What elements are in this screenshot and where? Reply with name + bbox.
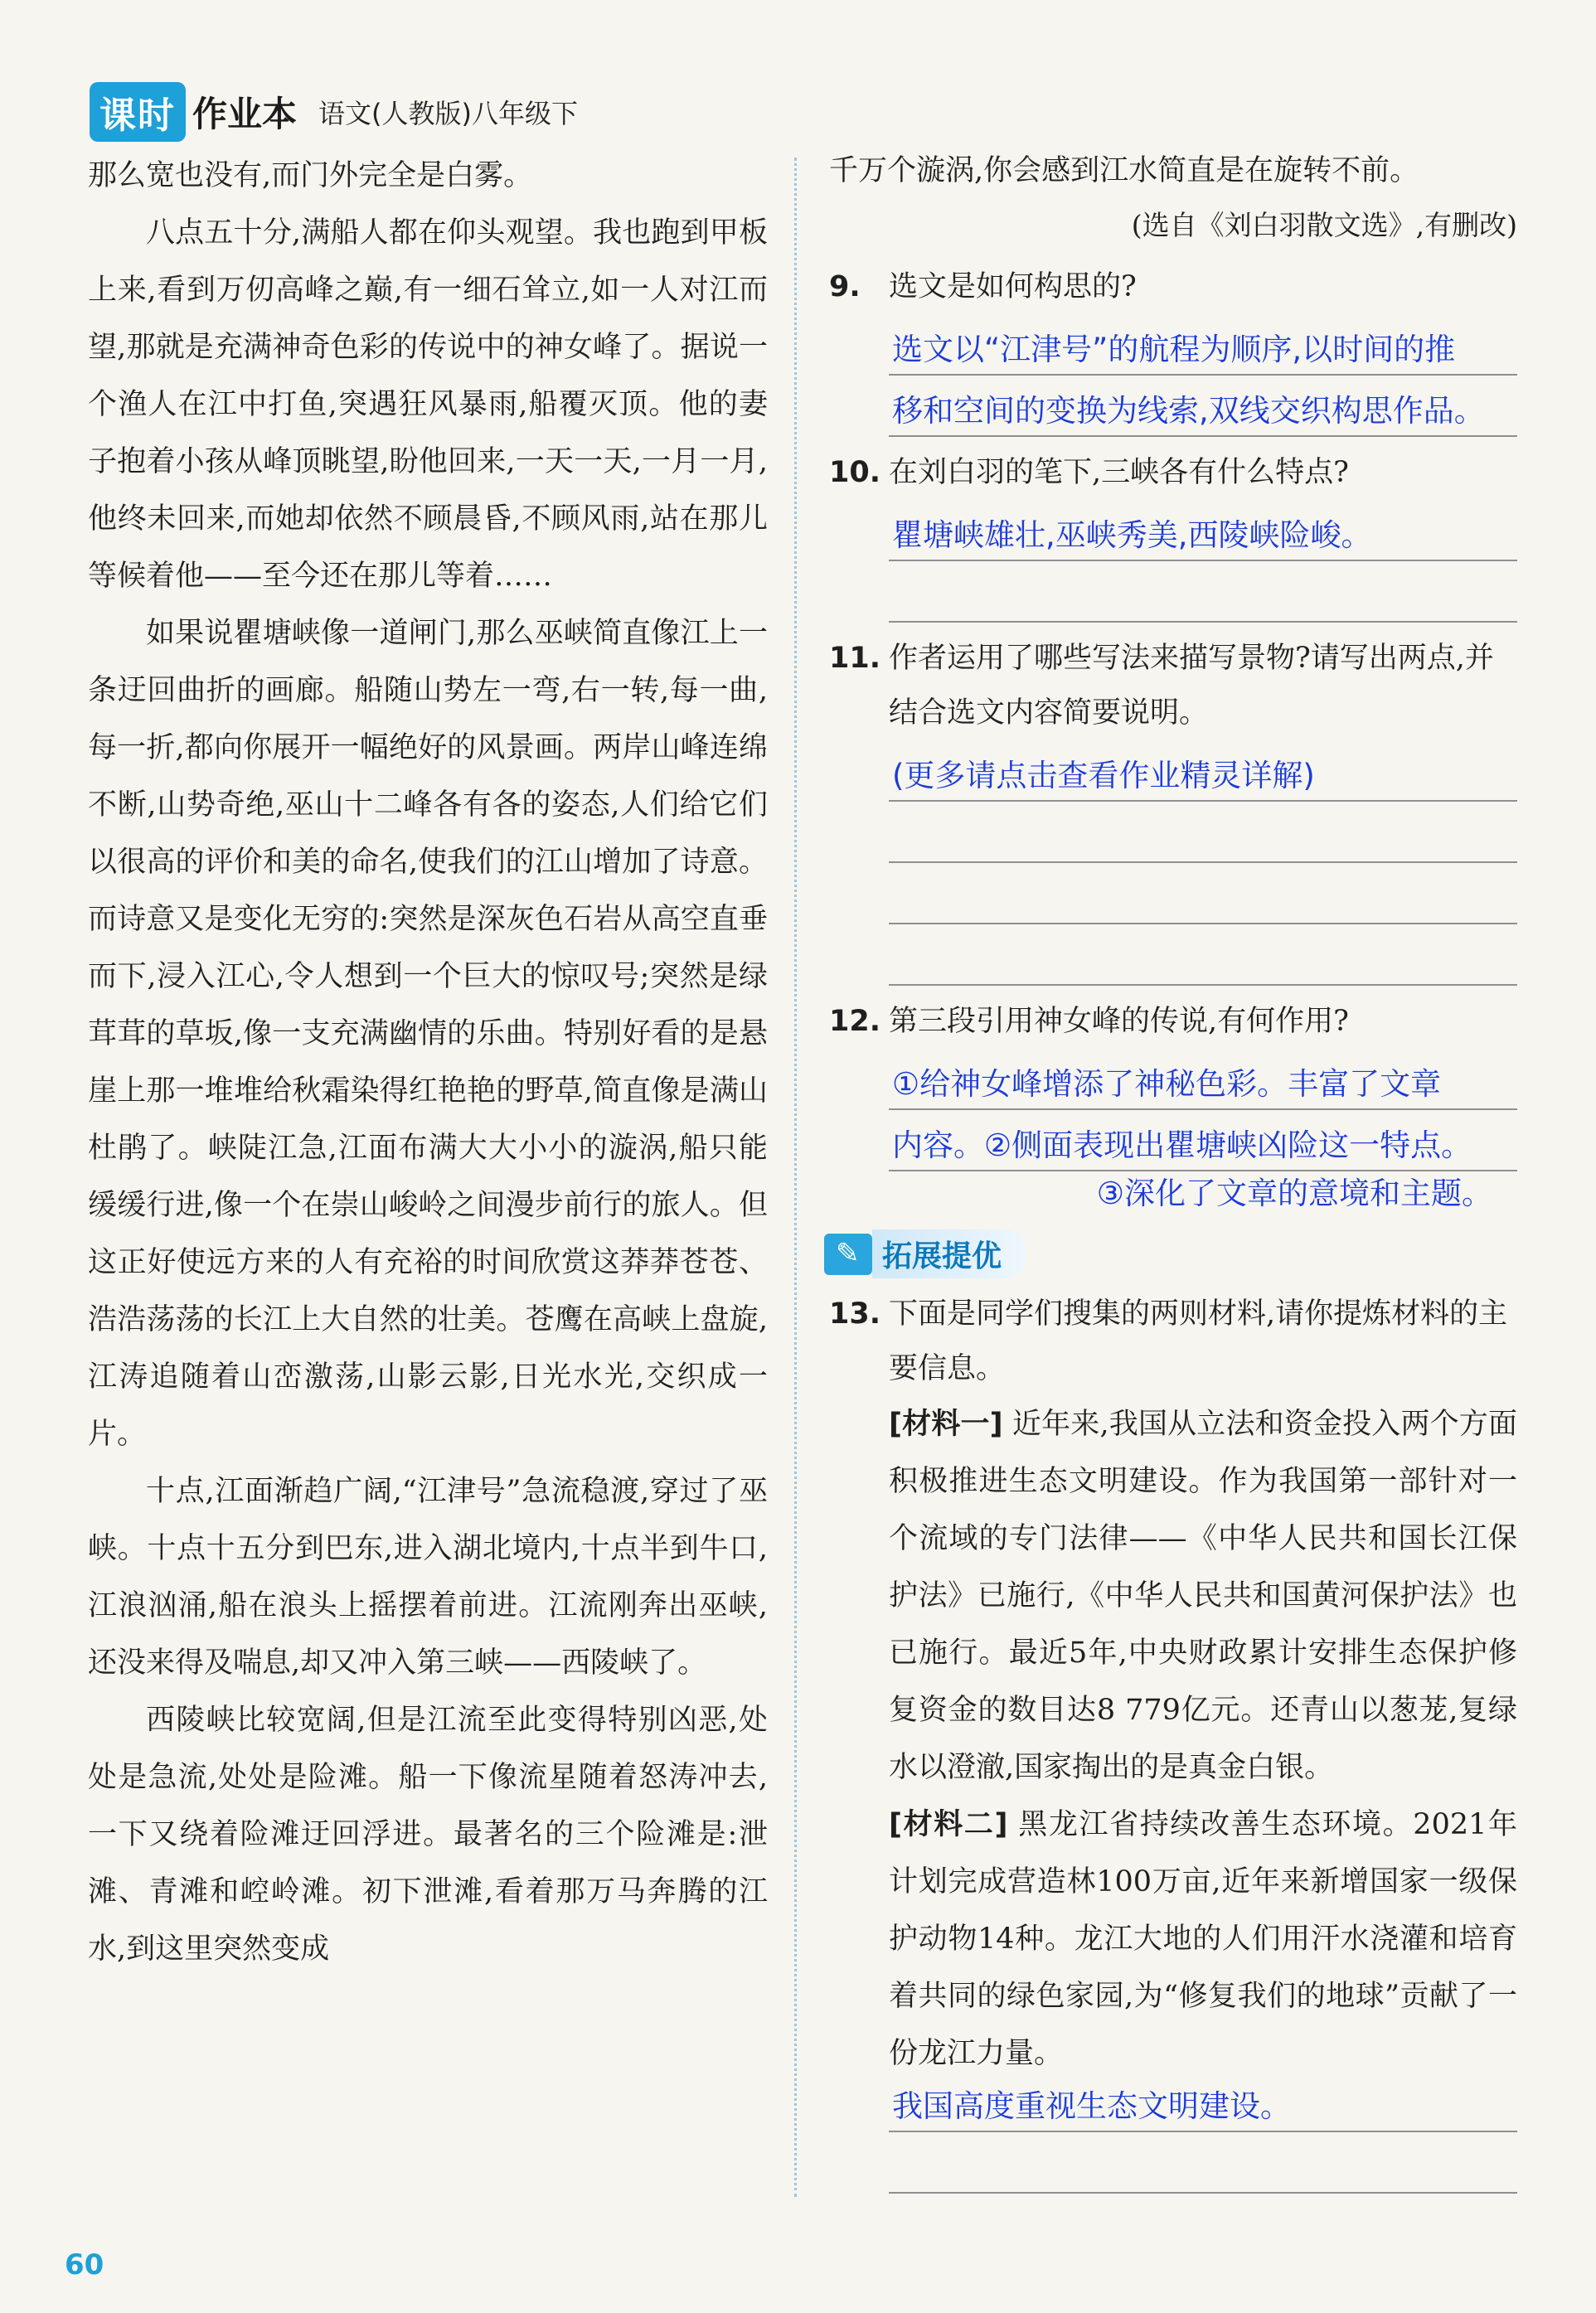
handwritten-answer: 瞿塘峡雄壮,巫峡秀美,西陵峡险峻。 xyxy=(892,517,1372,553)
question-11 xyxy=(829,631,1517,986)
answer-line[interactable] xyxy=(889,2132,1517,2194)
reading-passage xyxy=(88,148,768,1978)
handwritten-answer[interactable]: (更多请点击查看作业精灵详解) xyxy=(892,758,1315,793)
answer-line[interactable] xyxy=(889,561,1517,623)
question-number: 11. xyxy=(829,642,881,675)
material-label: [材料二] xyxy=(889,1808,1008,1841)
questions-column xyxy=(829,143,1517,2194)
page-number: 60 xyxy=(65,2248,104,2281)
answer-line[interactable] xyxy=(889,500,1517,561)
page-header xyxy=(90,83,578,141)
answer-line[interactable] xyxy=(889,924,1517,986)
material-text: 近年来,我国从立法和资金投入两个方面积极推进生态文明建设。作为我国第一部针对一个流域的专门法律——《中华人民共和国长江保护法》已施行,《中华人民共和国黄河保护法》也已施行。最近5年,中央财政累计安排生态保护修复资金的数目达8 779亿元。还青山以葱茏,复绿水以澄澈,国家掏出的是真金白银。 xyxy=(889,1408,1517,1784)
question-text: 第三段引用神女峰的传说,有何作用? xyxy=(889,1005,1349,1038)
handwritten-answer: 选文以“江津号”的航程为顺序,以时间的推 xyxy=(892,332,1456,367)
question-number: 12. xyxy=(829,1005,881,1038)
material-2 xyxy=(889,1797,1517,2083)
question-text: 作者运用了哪些写法来描写景物?请写出两点,并结合选文内容简要说明。 xyxy=(889,642,1494,730)
passage-paragraph: 十点,江面渐趋广阔,“江津号”急流稳渡,穿过了巫峡。十点十五分到巴东,进入湖北境内,十点半到牛口,江浪汹涌,船在浪头上摇摆着前进。江流刚奔出巫峡,还没来得及喘息,却又冲入第三峡——西陵峡了。 xyxy=(88,1475,768,1680)
pencil-icon xyxy=(824,1234,872,1275)
question-number: 9. xyxy=(829,270,861,303)
answer-line[interactable] xyxy=(889,1110,1517,1171)
answer-line[interactable] xyxy=(889,863,1517,924)
question-13 xyxy=(829,1287,1517,2194)
passage-continuation: 千万个漩涡,你会感到江水简直是在旋转不前。 xyxy=(829,154,1419,187)
question-number: 10. xyxy=(829,456,881,489)
handwritten-answer: 移和空间的变换为线索,双线交织构思作品。 xyxy=(892,393,1485,429)
material-text: 黑龙江省持续改善生态环境。2021年计划完成营造林100万亩,近年来新增国家一级保护动物14种。龙江大地的人们用汗水浇灌和培育着共同的绿色家园,为“修复我们的地球”贡献了一份龙江力量。 xyxy=(889,1808,1517,2070)
question-text: 下面是同学们搜集的两则材料,请你提炼材料的主要信息。 xyxy=(889,1297,1508,1385)
answer-line[interactable] xyxy=(889,2083,1517,2132)
subject-label: 语文(人教版)八年级下 xyxy=(318,98,578,129)
passage-source: (选自《刘白羽散文选》,有删改) xyxy=(1131,209,1517,241)
question-12 xyxy=(829,994,1517,1218)
handwritten-answer: 内容。②侧面表现出瞿塘峡凶险这一特点。 xyxy=(892,1127,1472,1163)
passage-paragraph: 西陵峡比较宽阔,但是江流至此变得特别凶恶,处处是急流,处处是险滩。船一下像流星随着怒涛冲去,一下又绕着险滩迂回浮进。最著名的三个险滩是:泄滩、青滩和崆岭滩。初下泄滩,看着那万马奔腾的江水,到这里突然变成 xyxy=(88,1704,768,1966)
handwritten-answer: ③深化了文章的意境和主题。 xyxy=(1096,1176,1492,1211)
section-title: 拓展提优 xyxy=(872,1229,1026,1278)
question-10 xyxy=(829,445,1517,623)
question-text: 在刘白羽的笔下,三峡各有什么特点? xyxy=(889,456,1349,489)
passage-paragraph: 八点五十分,满船人都在仰头观望。我也跑到甲板上来,看到万仞高峰之巅,有一细石耸立,如一人对江而望,那就是充满神奇色彩的传说中的神女峰了。据说一个渔人在江中打鱼,突遇狂风暴雨,船覆灭顶。他的妻子抱着小孩从峰顶眺望,盼他回来,一天一天,一月一月,他终未回来,而她却依然不顾晨昏,不顾风雨,站在那儿等候着他——至今还在那儿等着…… xyxy=(88,216,768,593)
handwritten-answer: ①给神女峰增添了神秘色彩。丰富了文章 xyxy=(892,1066,1442,1102)
material-1 xyxy=(889,1396,1517,1797)
handwritten-answer: 我国高度重视生态文明建设。 xyxy=(892,2088,1291,2124)
passage-paragraph: 如果说瞿塘峡像一道闸门,那么巫峡简直像江上一条迂回曲折的画廊。船随山势左一弯,右一转,每一曲,每一折,都向你展开一幅绝好的风景画。两岸山峰连绵不断,山势奇绝,巫山十二峰各有各的姿态,人们给它们以很高的评价和美的命名,使我们的江山增加了诗意。而诗意又是变化无穷的:突然是深灰色石岩从高空直垂而下,浸入江心,令人想到一个巨大的惊叹号;突然是绿茸茸的草坂,像一支充满幽情的乐曲。特别好看的是悬崖上那一堆堆给秋霜染得红艳艳的野草,简直像是满山杜鹃了。峡陡江急,江面布满大大小小的漩涡,船只能缓缓行进,像一个在崇山峻岭之间漫步前行的旅人。但这正好使远方来的人有充裕的时间欣赏这莽莽苍苍、浩浩荡荡的长江上大自然的壮美。苍鹰在高峡上盘旋,江涛追随着山峦激荡,山影云影,日光水光,交织成一片。 xyxy=(88,617,768,1451)
brand-title: 作业本 xyxy=(192,94,298,134)
section-header xyxy=(824,1229,1517,1278)
answer-line[interactable] xyxy=(889,1049,1517,1110)
question-9 xyxy=(829,259,1517,437)
answer-line[interactable] xyxy=(889,1171,1517,1218)
column-divider xyxy=(794,158,797,2197)
answer-line[interactable] xyxy=(889,802,1517,863)
answer-line[interactable] xyxy=(889,740,1517,802)
passage-paragraph: 那么宽也没有,而门外完全是白雾。 xyxy=(88,159,533,192)
question-number: 13. xyxy=(829,1297,881,1331)
answer-line[interactable] xyxy=(889,376,1517,437)
answer-line[interactable] xyxy=(889,314,1517,376)
brand-badge: 课时 xyxy=(90,82,186,142)
question-text: 选文是如何构思的? xyxy=(889,270,1137,303)
material-label: [材料一] xyxy=(889,1408,1003,1441)
